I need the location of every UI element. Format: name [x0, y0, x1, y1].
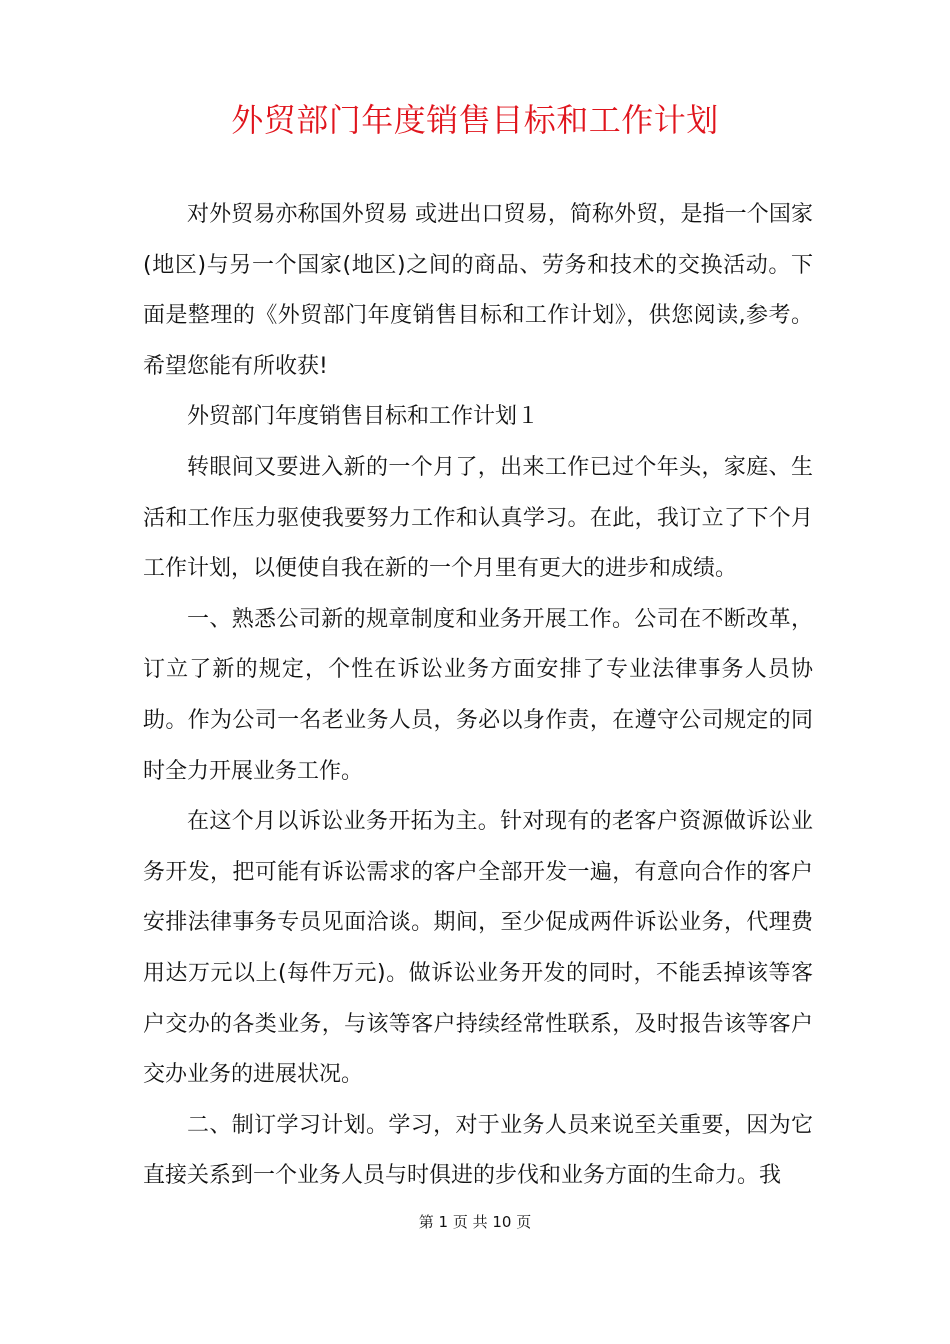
paragraph-point-one: 一、熟悉公司新的规章制度和业务开展工作。公司在不断改革，订立了新的规定，个性在诉讼业务方面安排了专业法律事务人员协助。作为公司一名老业务人员，务必以身作责，在遵守公司规定的同时全力开展业务工作。 [143, 606, 813, 784]
section-heading: 外贸部门年度销售目标和工作计划１ [187, 404, 540, 430]
paragraph-opening: 转眼间又要进入新的一个月了，出来工作已过个年头，家庭、生活和工作压力驱使我要努力工作和认真学习。在此，我订立了下个月工作计划，以便使自我在新的一个月里有更大的进步和成绩。 [143, 454, 813, 582]
page-number-footer: 第 1 页 共 10 页 [418, 1213, 532, 1231]
paragraph-point-two: 二、制订学习计划。学习，对于业务人员来说至关重要，因为它直接关系到一个业务人员与时俱进的步伐和业务方面的生命力。我 [143, 1112, 813, 1189]
paragraph-litigation: 在这个月以诉讼业务开拓为主。针对现有的老客户资源做诉讼业务开发，把可能有诉讼需求的客户全部开发一遍，有意向合作的客户安排法律事务专员见面洽谈。期间，至少促成两件诉讼业务，代理费用达万元以上(每件万元)。做诉讼业务开发的同时，不能丢掉该等客户交办的各类业务，与该等客户持续经常性联系，及时报告该等客户交办业务的进展状况。 [143, 809, 813, 1088]
document-body [143, 190, 813, 1202]
document-title: 外贸部门年度销售目标和工作计划 [231, 101, 719, 139]
paragraph-intro: 对外贸易亦称国外贸易 或进出口贸易，简称外贸，是指一个国家(地区)与另一个国家(地区)之间的商品、劳务和技术的交换活动。下面是整理的《外贸部门年度销售目标和工作计划》，供您阅读,参考。希望您能有所收获! [143, 202, 813, 379]
